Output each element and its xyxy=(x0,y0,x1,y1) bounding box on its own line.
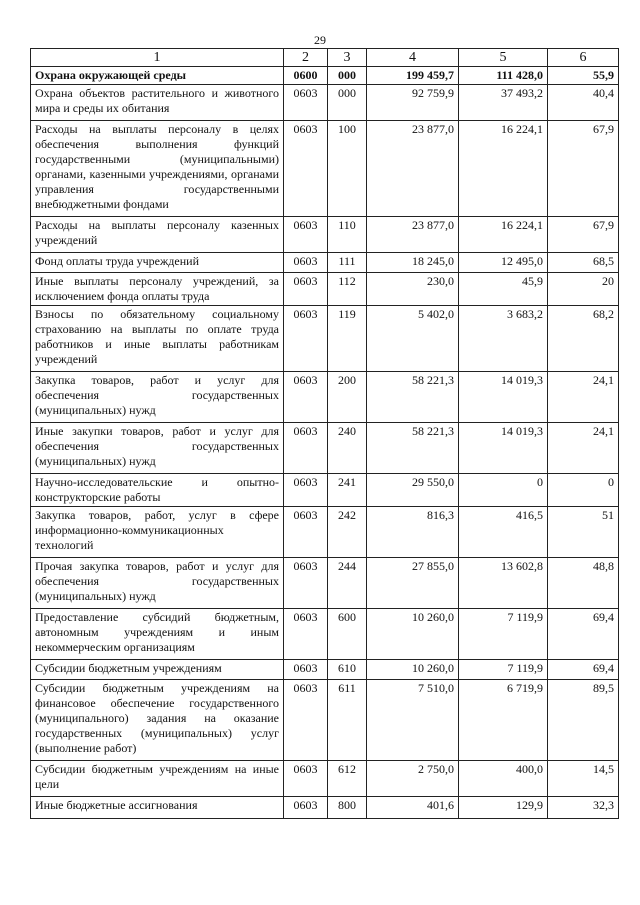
row-plan-amount: 230,0 xyxy=(367,273,459,306)
row-plan-amount: 7 510,0 xyxy=(367,680,459,761)
table-row xyxy=(31,507,619,558)
row-plan-amount: 199 459,7 xyxy=(367,67,459,85)
row-fact-amount: 16 224,1 xyxy=(459,121,548,217)
row-name: Закупка товаров, работ, услуг в сфере информационно-коммуникационных технологий xyxy=(31,507,284,558)
row-fact-amount: 14 019,3 xyxy=(459,423,548,474)
row-expense-type-code: 611 xyxy=(328,680,367,761)
table-row xyxy=(31,273,619,306)
row-section-code: 0603 xyxy=(284,85,328,121)
row-name: Научно-исследовательские и опытно-конструкторские работы xyxy=(31,474,284,507)
row-fact-amount: 16 224,1 xyxy=(459,217,548,253)
row-section-code: 0603 xyxy=(284,423,328,474)
row-expense-type-code: 110 xyxy=(328,217,367,253)
row-percent: 68,5 xyxy=(548,253,619,273)
row-expense-type-code: 800 xyxy=(328,797,367,819)
row-name: Расходы на выплаты персоналу в целях обеспечения выполнения функций государственными (муниципальными) органами, казенными учреждениями, органами управления государственными внебюджетными фондами xyxy=(31,121,284,217)
row-section-code: 0603 xyxy=(284,253,328,273)
row-name: Субсидии бюджетным учреждениям на финансовое обеспечение государственного (муниципального) задания на оказание государственных (муниципальных) услуг (выполнение работ) xyxy=(31,680,284,761)
row-plan-amount: 10 260,0 xyxy=(367,660,459,680)
row-percent: 32,3 xyxy=(548,797,619,819)
row-expense-type-code: 610 xyxy=(328,660,367,680)
table-row xyxy=(31,609,619,660)
row-plan-amount: 401,6 xyxy=(367,797,459,819)
row-expense-type-code: 119 xyxy=(328,306,367,372)
table-row xyxy=(31,474,619,507)
row-fact-amount: 3 683,2 xyxy=(459,306,548,372)
row-percent: 20 xyxy=(548,273,619,306)
row-fact-amount: 7 119,9 xyxy=(459,609,548,660)
row-fact-amount: 14 019,3 xyxy=(459,372,548,423)
row-percent: 55,9 xyxy=(548,67,619,85)
row-expense-type-code: 240 xyxy=(328,423,367,474)
row-expense-type-code: 244 xyxy=(328,558,367,609)
row-percent: 14,5 xyxy=(548,761,619,797)
row-fact-amount: 111 428,0 xyxy=(459,67,548,85)
column-header-1: 1 xyxy=(31,49,284,67)
row-section-code: 0603 xyxy=(284,273,328,306)
header-row xyxy=(31,49,619,67)
row-fact-amount: 37 493,2 xyxy=(459,85,548,121)
table-row xyxy=(31,306,619,372)
row-section-code: 0603 xyxy=(284,680,328,761)
row-fact-amount: 129,9 xyxy=(459,797,548,819)
column-header-6: 6 xyxy=(548,49,619,67)
row-fact-amount: 416,5 xyxy=(459,507,548,558)
row-plan-amount: 29 550,0 xyxy=(367,474,459,507)
row-section-code: 0603 xyxy=(284,660,328,680)
row-expense-type-code: 100 xyxy=(328,121,367,217)
table-row xyxy=(31,121,619,217)
row-expense-type-code: 241 xyxy=(328,474,367,507)
row-plan-amount: 18 245,0 xyxy=(367,253,459,273)
table-body xyxy=(31,67,619,819)
row-name: Закупка товаров, работ и услуг для обеспечения государственных (муниципальных) нужд xyxy=(31,372,284,423)
row-plan-amount: 23 877,0 xyxy=(367,217,459,253)
row-plan-amount: 58 221,3 xyxy=(367,423,459,474)
row-expense-type-code: 112 xyxy=(328,273,367,306)
row-percent: 24,1 xyxy=(548,372,619,423)
row-plan-amount: 816,3 xyxy=(367,507,459,558)
column-header-3: 3 xyxy=(328,49,367,67)
row-expense-type-code: 242 xyxy=(328,507,367,558)
row-section-code: 0603 xyxy=(284,372,328,423)
row-name: Прочая закупка товаров, работ и услуг для обеспечения государственных (муниципальных) нужд xyxy=(31,558,284,609)
row-expense-type-code: 000 xyxy=(328,85,367,121)
row-section-code: 0603 xyxy=(284,507,328,558)
table-row xyxy=(31,660,619,680)
row-plan-amount: 10 260,0 xyxy=(367,609,459,660)
row-plan-amount: 2 750,0 xyxy=(367,761,459,797)
column-header-5: 5 xyxy=(459,49,548,67)
row-plan-amount: 27 855,0 xyxy=(367,558,459,609)
row-fact-amount: 13 602,8 xyxy=(459,558,548,609)
row-plan-amount: 58 221,3 xyxy=(367,372,459,423)
table-row xyxy=(31,680,619,761)
row-fact-amount: 6 719,9 xyxy=(459,680,548,761)
table-row xyxy=(31,372,619,423)
row-plan-amount: 5 402,0 xyxy=(367,306,459,372)
row-percent: 69,4 xyxy=(548,609,619,660)
row-percent: 68,2 xyxy=(548,306,619,372)
row-percent: 67,9 xyxy=(548,217,619,253)
row-name: Субсидии бюджетным учреждениям на иные цели xyxy=(31,761,284,797)
row-name: Расходы на выплаты персоналу казенных учреждений xyxy=(31,217,284,253)
row-expense-type-code: 000 xyxy=(328,67,367,85)
row-section-code: 0603 xyxy=(284,306,328,372)
row-percent: 48,8 xyxy=(548,558,619,609)
table-row xyxy=(31,85,619,121)
table-row xyxy=(31,423,619,474)
table-row xyxy=(31,253,619,273)
row-expense-type-code: 200 xyxy=(328,372,367,423)
row-section-code: 0603 xyxy=(284,761,328,797)
table-row xyxy=(31,217,619,253)
row-section-code: 0603 xyxy=(284,797,328,819)
column-header-4: 4 xyxy=(367,49,459,67)
row-name: Фонд оплаты труда учреждений xyxy=(31,253,284,273)
row-name: Охрана объектов растительного и животного мира и среды их обитания xyxy=(31,85,284,121)
row-section-code: 0603 xyxy=(284,217,328,253)
row-percent: 69,4 xyxy=(548,660,619,680)
row-name: Иные закупки товаров, работ и услуг для обеспечения государственных (муниципальных) нужд xyxy=(31,423,284,474)
row-section-code: 0600 xyxy=(284,67,328,85)
row-percent: 51 xyxy=(548,507,619,558)
row-name: Иные бюджетные ассигнования xyxy=(31,797,284,819)
row-fact-amount: 0 xyxy=(459,474,548,507)
row-plan-amount: 92 759,9 xyxy=(367,85,459,121)
row-plan-amount: 23 877,0 xyxy=(367,121,459,217)
row-name: Взносы по обязательному социальному страхованию на выплаты по оплате труда работников и иные выплаты работникам учреждений xyxy=(31,306,284,372)
table-header xyxy=(31,49,619,67)
row-section-code: 0603 xyxy=(284,121,328,217)
row-fact-amount: 400,0 xyxy=(459,761,548,797)
row-name: Субсидии бюджетным учреждениям xyxy=(31,660,284,680)
table-row xyxy=(31,558,619,609)
row-fact-amount: 12 495,0 xyxy=(459,253,548,273)
table-row xyxy=(31,797,619,819)
row-expense-type-code: 111 xyxy=(328,253,367,273)
row-section-code: 0603 xyxy=(284,474,328,507)
row-name: Охрана окружающей среды xyxy=(31,67,284,85)
row-section-code: 0603 xyxy=(284,609,328,660)
row-fact-amount: 7 119,9 xyxy=(459,660,548,680)
row-section-code: 0603 xyxy=(284,558,328,609)
table-row xyxy=(31,761,619,797)
row-expense-type-code: 612 xyxy=(328,761,367,797)
row-expense-type-code: 600 xyxy=(328,609,367,660)
row-percent: 0 xyxy=(548,474,619,507)
page-number: 29 xyxy=(314,33,326,47)
row-percent: 67,9 xyxy=(548,121,619,217)
table-row xyxy=(31,67,619,85)
row-percent: 40,4 xyxy=(548,85,619,121)
row-fact-amount: 45,9 xyxy=(459,273,548,306)
row-percent: 24,1 xyxy=(548,423,619,474)
row-percent: 89,5 xyxy=(548,680,619,761)
budget-table xyxy=(30,48,619,819)
row-name: Предоставление субсидий бюджетным, автономным учреждениям и иным некоммерческим организациям xyxy=(31,609,284,660)
column-header-2: 2 xyxy=(284,49,328,67)
row-name: Иные выплаты персоналу учреждений, за исключением фонда оплаты труда xyxy=(31,273,284,306)
